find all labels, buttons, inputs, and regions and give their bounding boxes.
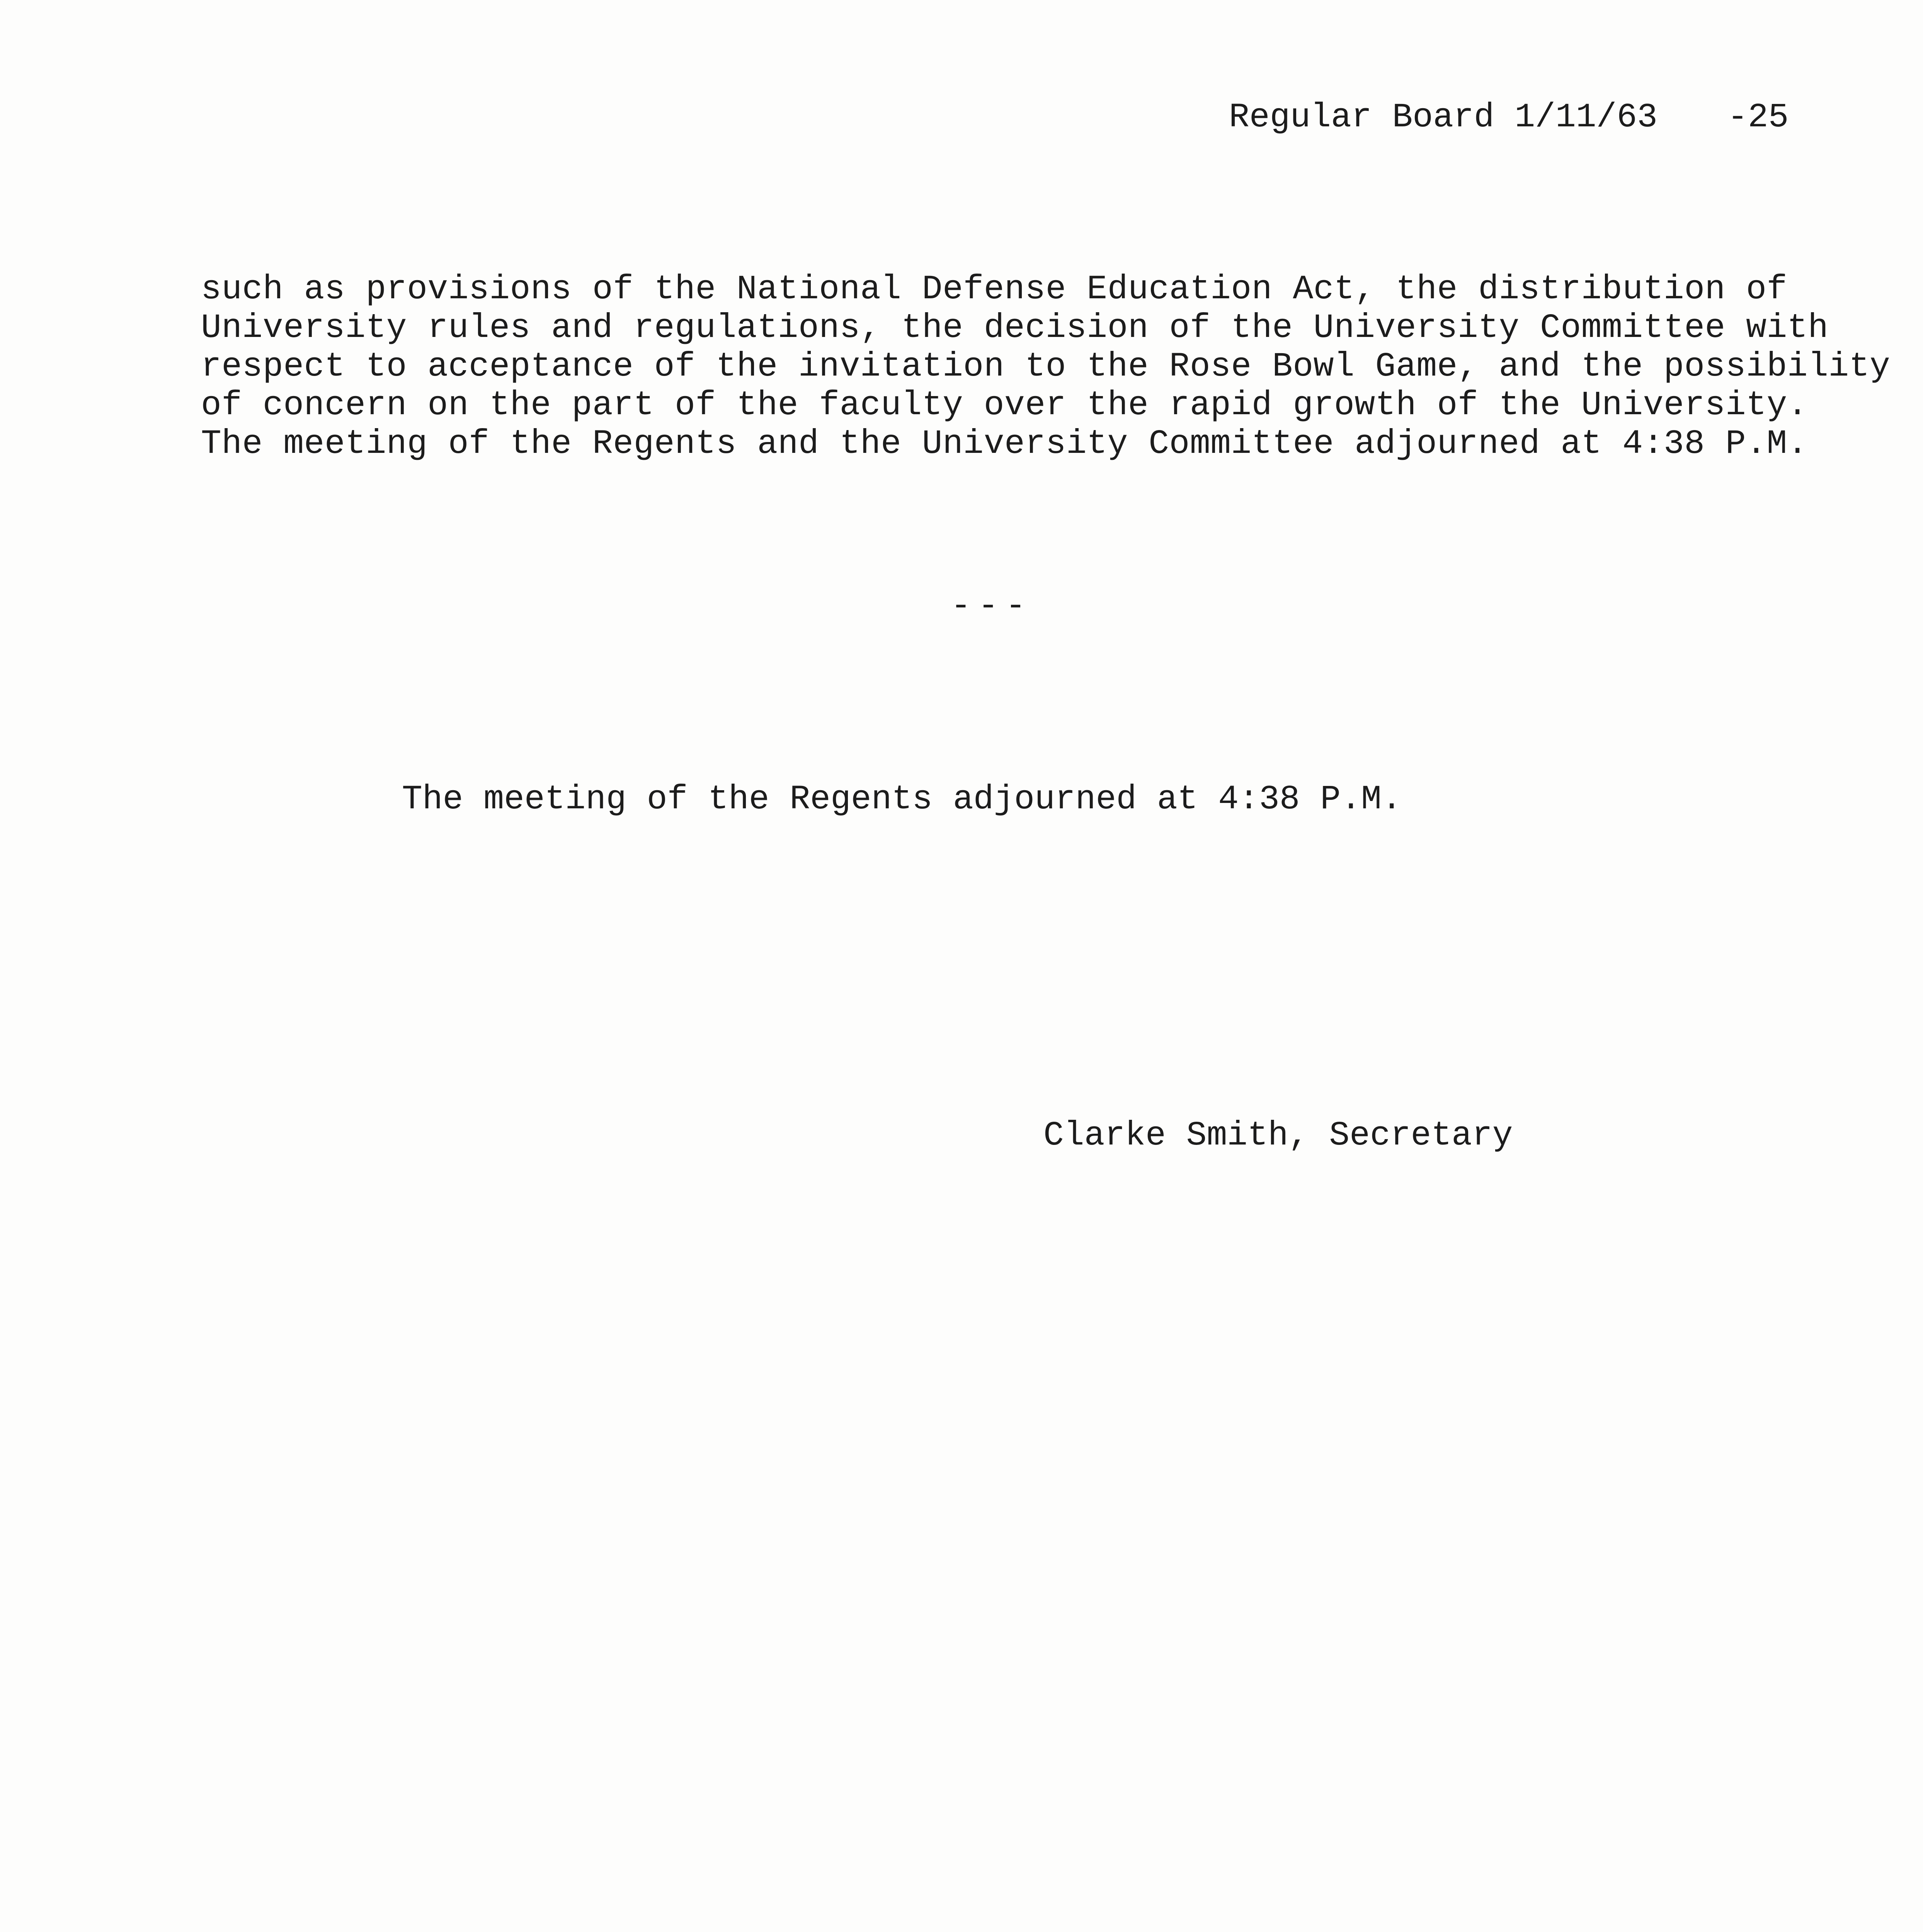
page-header: Regular Board 1/11/63 [1229, 99, 1658, 137]
body-line: respect to acceptance of the invitation to the Rose Bowl Game, and the possibility [201, 348, 1891, 386]
adjournment-statement: The meeting of the Regents adjourned at 4:38 P.M. [402, 781, 1402, 819]
body-line: such as provisions of the National Defense Education Act, the distribution of [201, 270, 1787, 309]
body-line: University rules and regulations, the decision of the University Committee with [201, 309, 1829, 347]
page-number: -25 [1727, 99, 1789, 137]
section-separator: --- [951, 587, 1033, 626]
body-line: The meeting of the Regents and the University Committee adjourned at 4:38 P.M. [201, 425, 1808, 463]
secretary-signature: Clarke Smith, Secretary [1043, 1117, 1513, 1155]
body-line: of concern on the part of the faculty over the rapid growth of the University. [201, 386, 1808, 425]
